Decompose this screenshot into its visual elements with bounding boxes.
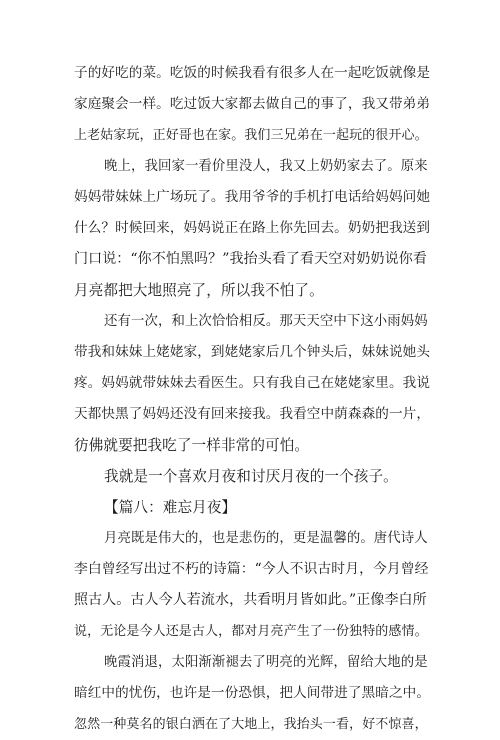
text-line: 门口说：“你不怕黑吗？”我抬头看了看天空对奶奶说你看: [74, 251, 427, 267]
text-line: 彷佛就要把我吃了一样非常的可怕。: [74, 437, 310, 454]
text-line: 说，无论是今人还是古人，都对月亮产生了一份独特的感情。: [74, 624, 428, 639]
text-line: 【篇八：难忘月夜】: [104, 499, 237, 516]
text-line: 上老姑家玩，正好哥也在家。我们三兄弟在一起玩的很开心。: [74, 128, 428, 143]
text-line: 天都快黑了妈妈还没有回来接我。我看空中荫森森的一片，: [74, 406, 430, 422]
text-line: 晚上，我回家一看价里没人，我又上奶奶家去了。原来: [104, 159, 428, 174]
text-line: 月亮既是伟大的，也是悲伤的，更是温馨的。唐代诗人: [104, 531, 428, 546]
text-line: 我就是一个喜欢月夜和讨厌月夜的一个孩子。: [104, 468, 398, 485]
text-line: 晚霞消退，太阳渐渐褪去了明亮的光辉，留给大地的是: [104, 655, 428, 670]
text-line: 照古人。古人今人若流水，共看明月皆如此。”正像李白所: [74, 592, 427, 608]
text-line: 暗红中的忧伤，也许是一份恐惧，把人间带进了黑暗之中。: [74, 685, 430, 701]
text-line: 带我和妹妹上姥姥家，到姥姥家后几个钟头后，妹妹说她头: [74, 344, 430, 360]
text-line: 家庭聚会一样。吃过饭大家都去做自己的事了，我又带弟弟: [74, 96, 430, 112]
text-line: 子的好吃的菜。吃饭的时候我看有很多人在一起吃饭就像是: [74, 65, 430, 81]
document-body: [74, 58, 430, 740]
text-line: 妈妈带妹妹上广场玩了。我用爷爷的手机打电话给妈妈问她: [74, 189, 430, 205]
text-line: 忽然一种莫名的银白洒在了大地上，我抬头一看，好不惊喜，: [74, 717, 428, 732]
text-line: 月亮都把大地照亮了，所以我不怕了。: [74, 282, 324, 299]
text-line: 什么？时候回来，妈妈说正在路上你先回去。奶奶把我送到: [74, 220, 430, 236]
text-line: 李白曾经写出过不朽的诗篇：“今人不识古时月，今月曾经: [74, 561, 429, 577]
text-line: 还有一次，和上次恰恰相反。那天天空中下这小雨妈妈: [104, 314, 428, 329]
text-line: 疼。妈妈就带妹妹去看医生。只有我自己在姥姥家里。我说: [74, 375, 430, 391]
